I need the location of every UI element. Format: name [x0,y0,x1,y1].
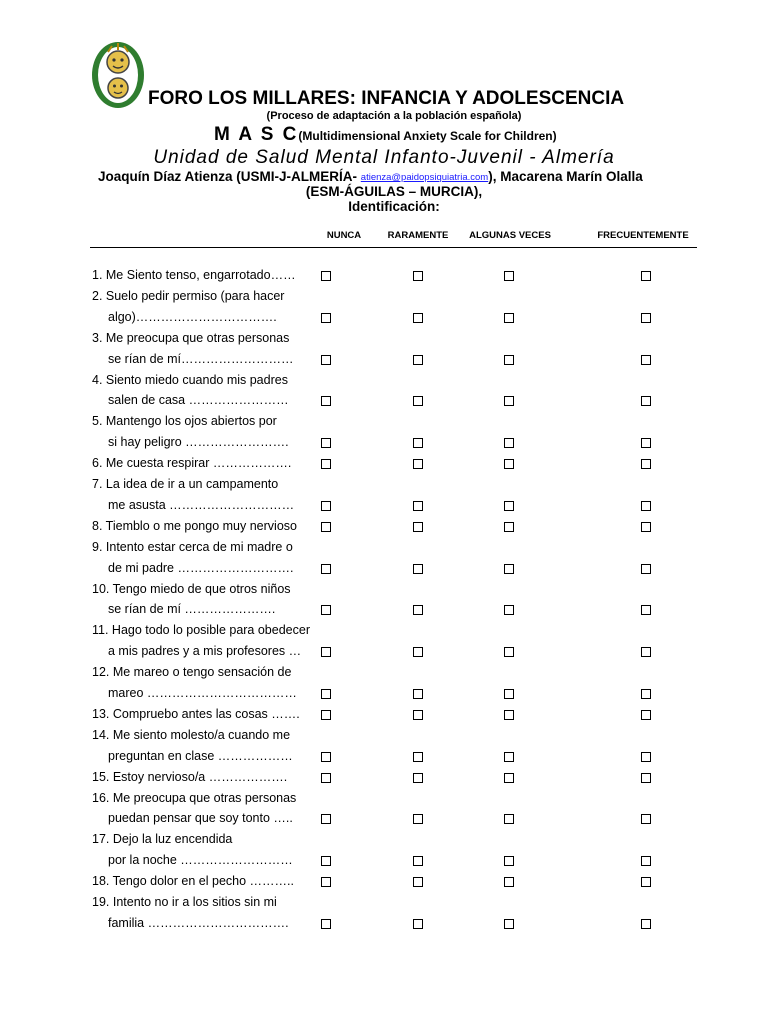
answer-checkbox-nunca[interactable] [321,773,331,783]
answer-checkbox-frecuentemente[interactable] [641,919,651,929]
question-text: 3. Me preocupa que otras personas [92,330,290,345]
column-header-nunca: NUNCA [326,230,362,241]
answer-checkbox-raramente[interactable] [413,396,423,406]
answer-checkbox-algunas-veces[interactable] [504,752,514,762]
answer-checkbox-nunca[interactable] [321,459,331,469]
authors-text-b: ), Macarena Marín Olalla [488,169,643,184]
answer-checkbox-frecuentemente[interactable] [641,564,651,574]
answer-checkbox-nunca[interactable] [321,564,331,574]
answer-checkbox-nunca[interactable] [321,877,331,887]
answer-checkbox-raramente[interactable] [413,605,423,615]
answer-checkbox-frecuentemente[interactable] [641,814,651,824]
answer-checkbox-nunca[interactable] [321,271,331,281]
question-text: 7. La idea de ir a un campamento [92,477,279,491]
answer-checkbox-frecuentemente[interactable] [641,438,651,448]
answer-checkbox-algunas-veces[interactable] [504,396,514,406]
masc-heading [214,124,557,146]
answer-checkbox-frecuentemente[interactable] [641,605,651,615]
answer-checkbox-raramente[interactable] [413,752,423,762]
answer-checkbox-algunas-veces[interactable] [504,814,514,824]
question-text-continued: puedan pensar que soy tonto ….. [108,811,293,826]
authors-line-1 [98,169,643,184]
page-title: FORO LOS MILLARES: INFANCIA Y ADOLESCENCIA [148,88,625,109]
answer-checkbox-raramente[interactable] [413,919,423,929]
answer-checkbox-raramente[interactable] [413,501,423,511]
answer-checkbox-raramente[interactable] [413,271,423,281]
email-link[interactable]: atienza@paidopsiquiatria.com [360,172,489,183]
answer-checkbox-frecuentemente[interactable] [641,522,651,532]
answer-checkbox-raramente[interactable] [413,647,423,657]
answer-checkbox-algunas-veces[interactable] [504,522,514,532]
answer-checkbox-algunas-veces[interactable] [504,605,514,615]
answer-checkbox-nunca[interactable] [321,438,331,448]
answer-checkbox-frecuentemente[interactable] [641,271,651,281]
authors-text-a: Joaquín Díaz Atienza (USMI-J-ALMERÍA- [98,169,358,184]
answer-checkbox-algunas-veces[interactable] [504,877,514,887]
identificacion-label: Identificación: [348,199,440,214]
answer-checkbox-nunca[interactable] [321,522,331,532]
answer-checkbox-nunca[interactable] [321,313,331,323]
column-header-frecuentemente: FRECUENTEMENTE [597,230,689,241]
answer-checkbox-nunca[interactable] [321,710,331,720]
answer-checkbox-algunas-veces[interactable] [504,438,514,448]
question-text-continued: familia ……………………………. [108,915,289,930]
question-text-continued: se rían de mí …………………. [108,602,276,617]
answer-checkbox-algunas-veces[interactable] [504,459,514,469]
question-text-continued: mareo ……………………………… [108,686,297,700]
column-header-raramente: RARAMENTE [387,230,449,241]
question-text: 8. Tiemblo o me pongo muy nervioso [92,518,297,533]
unit-name: Unidad de Salud Mental Infanto-Juvenil - Almería [153,147,615,168]
answer-checkbox-raramente[interactable] [413,814,423,824]
answer-checkbox-nunca[interactable] [321,752,331,762]
answer-checkbox-raramente[interactable] [413,355,423,365]
answer-checkbox-algunas-veces[interactable] [504,689,514,699]
question-text: 13. Compruebo antes las cosas ……. [92,706,300,721]
answer-checkbox-raramente[interactable] [413,522,423,532]
question-text: 1. Me Siento tenso, engarrotado…… [92,268,296,282]
answer-checkbox-frecuentemente[interactable] [641,501,651,511]
answer-checkbox-nunca[interactable] [321,814,331,824]
question-text-continued: de mi padre ………………………. [108,560,294,575]
question-text: 17. Dejo la luz encendida [92,832,233,847]
answer-checkbox-frecuentemente[interactable] [641,313,651,323]
question-text: 2. Suelo pedir permiso (para hacer [92,288,285,303]
question-text-continued: salen de casa …………………… [108,393,289,408]
answer-checkbox-algunas-veces[interactable] [504,647,514,657]
answer-checkbox-algunas-veces[interactable] [504,313,514,323]
question-text: 15. Estoy nervioso/a ………………. [92,769,288,784]
answer-checkbox-algunas-veces[interactable] [504,710,514,720]
answer-checkbox-algunas-veces[interactable] [504,271,514,281]
answer-checkbox-frecuentemente[interactable] [641,856,651,866]
masc-description: (Multidimensional Anxiety Scale for Children) [298,129,557,143]
question-text: 12. Me mareo o tengo sensación de [92,665,292,680]
answer-checkbox-nunca[interactable] [321,689,331,699]
question-text: 11. Hago todo lo posible para obedecer [92,623,310,638]
answer-checkbox-raramente[interactable] [413,564,423,574]
question-text-continued: algo)……………………………. [108,309,277,324]
question-text-continued: preguntan en clase ……………… [108,748,293,763]
answer-checkbox-nunca[interactable] [321,355,331,365]
masc-acronym: M A S C [214,124,299,145]
answer-checkbox-raramente[interactable] [413,313,423,323]
answer-checkbox-algunas-veces[interactable] [504,501,514,511]
question-text: 10. Tengo miedo de que otros niños [92,581,291,596]
answer-checkbox-frecuentemente[interactable] [641,647,651,657]
question-text: 6. Me cuesta respirar ………………. [92,456,292,471]
answer-checkbox-nunca[interactable] [321,396,331,406]
question-text-continued: a mis padres y a mis profesores … [108,644,302,659]
answer-checkbox-frecuentemente[interactable] [641,459,651,469]
question-text-continued: por la noche ……………………… [108,853,293,868]
question-text: 4. Siento miedo cuando mis padres [92,372,288,387]
answer-checkbox-algunas-veces[interactable] [504,564,514,574]
header-divider [90,247,697,248]
answer-checkbox-nunca[interactable] [321,919,331,929]
answer-checkbox-algunas-veces[interactable] [504,355,514,365]
question-text: 18. Tengo dolor en el pecho ……….. [92,874,294,889]
answer-checkbox-algunas-veces[interactable] [504,773,514,783]
answer-checkbox-raramente[interactable] [413,877,423,887]
answer-checkbox-frecuentemente[interactable] [641,773,651,783]
question-text-continued: me asusta ………………………… [108,497,295,512]
answer-checkbox-frecuentemente[interactable] [641,877,651,887]
question-text: 5. Mantengo los ojos abiertos por [92,414,277,429]
authors-line-2: (ESM-ÁGUILAS – MURCIA), [305,184,483,199]
answer-checkbox-raramente[interactable] [413,459,423,469]
answer-checkbox-frecuentemente[interactable] [641,689,651,699]
answer-checkbox-raramente[interactable] [413,689,423,699]
answer-checkbox-algunas-veces[interactable] [504,919,514,929]
answer-checkbox-frecuentemente[interactable] [641,396,651,406]
answer-checkbox-nunca[interactable] [321,501,331,511]
answer-checkbox-nunca[interactable] [321,647,331,657]
answer-checkbox-raramente[interactable] [413,773,423,783]
answer-checkbox-nunca[interactable] [321,605,331,615]
answer-checkbox-frecuentemente[interactable] [641,355,651,365]
column-header-algunas-veces: ALGUNAS VECES [469,230,551,241]
question-text: 9. Intento estar cerca de mi madre o [92,539,293,554]
answer-checkbox-frecuentemente[interactable] [641,752,651,762]
answer-checkbox-frecuentemente[interactable] [641,710,651,720]
answer-checkbox-raramente[interactable] [413,710,423,720]
question-text: 19. Intento no ir a los sitios sin mi [92,895,277,909]
question-text-continued: se rían de mí……………………… [108,351,294,366]
subtitle: (Proceso de adaptación a la población española) [266,110,522,122]
answer-checkbox-raramente[interactable] [413,856,423,866]
logo-image [90,40,146,110]
question-text-continued: si hay peligro ……………………. [108,435,289,450]
answer-checkbox-algunas-veces[interactable] [504,856,514,866]
question-text: 14. Me siento molesto/a cuando me [92,727,291,742]
answer-checkbox-nunca[interactable] [321,856,331,866]
question-text: 16. Me preocupa que otras personas [92,790,297,805]
answer-checkbox-raramente[interactable] [413,438,423,448]
